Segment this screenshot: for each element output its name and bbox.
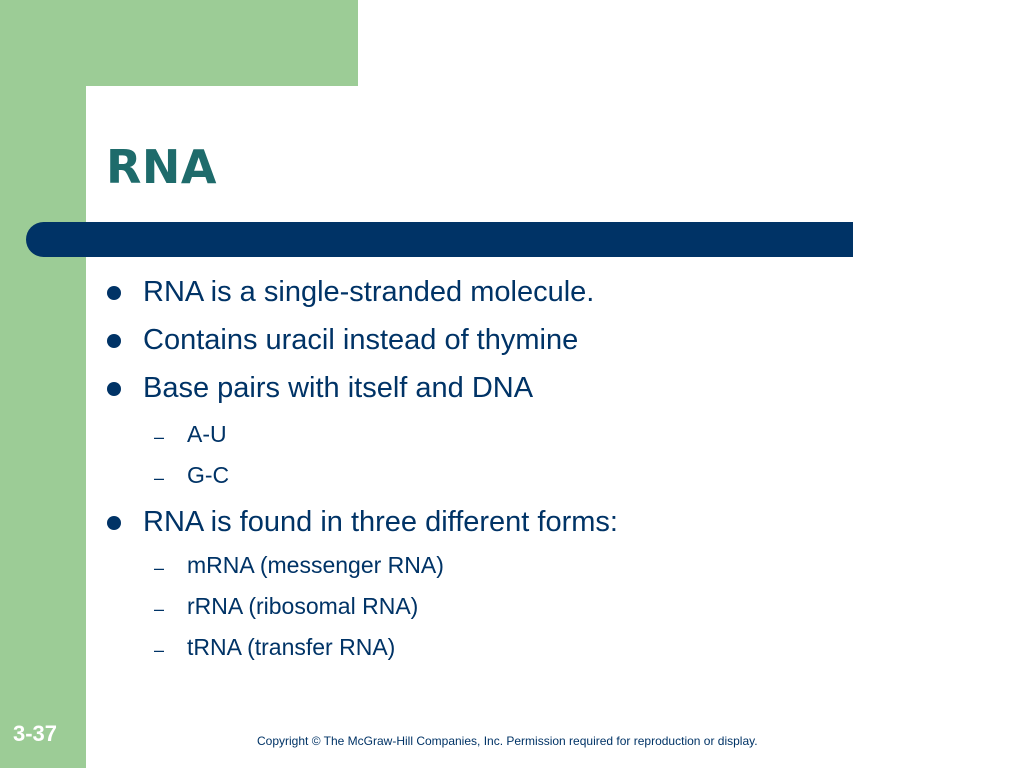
bullet-dot <box>107 382 121 396</box>
bullet-dot <box>107 286 121 300</box>
sub-bullet-dash: – <box>154 427 165 447</box>
title-underline-bar <box>26 222 853 257</box>
sub-bullet-dash: – <box>154 599 165 619</box>
copyright-footer: Copyright © The McGraw-Hill Companies, Inc. Permission required for reproduction or display. <box>257 734 758 748</box>
slide-number: 3-37 <box>13 721 58 746</box>
bullet-item: RNA is found in three different forms: <box>143 506 618 538</box>
sub-bullet-dash: – <box>154 558 165 578</box>
bullet-dot <box>107 334 121 348</box>
sub-bullet-dash: – <box>154 640 165 660</box>
sub-bullet-dash: – <box>154 468 165 488</box>
bullet-dot <box>107 516 121 530</box>
sub-bullet-item: tRNA (transfer RNA) <box>187 634 396 660</box>
slide-title: RNA <box>106 140 218 194</box>
bullet-item: Contains uracil instead of thymine <box>143 324 579 356</box>
bullet-item: Base pairs with itself and DNA <box>143 372 534 404</box>
bullet-item: RNA is a single-stranded molecule. <box>143 276 595 308</box>
content-panel <box>86 86 1024 768</box>
sub-bullet-item: mRNA (messenger RNA) <box>187 552 444 578</box>
sub-bullet-item: A-U <box>187 421 227 447</box>
top-decor-band <box>0 0 358 86</box>
left-decor-band <box>0 0 86 768</box>
sub-bullet-item: G-C <box>187 462 230 488</box>
sub-bullet-item: rRNA (ribosomal RNA) <box>187 593 419 619</box>
